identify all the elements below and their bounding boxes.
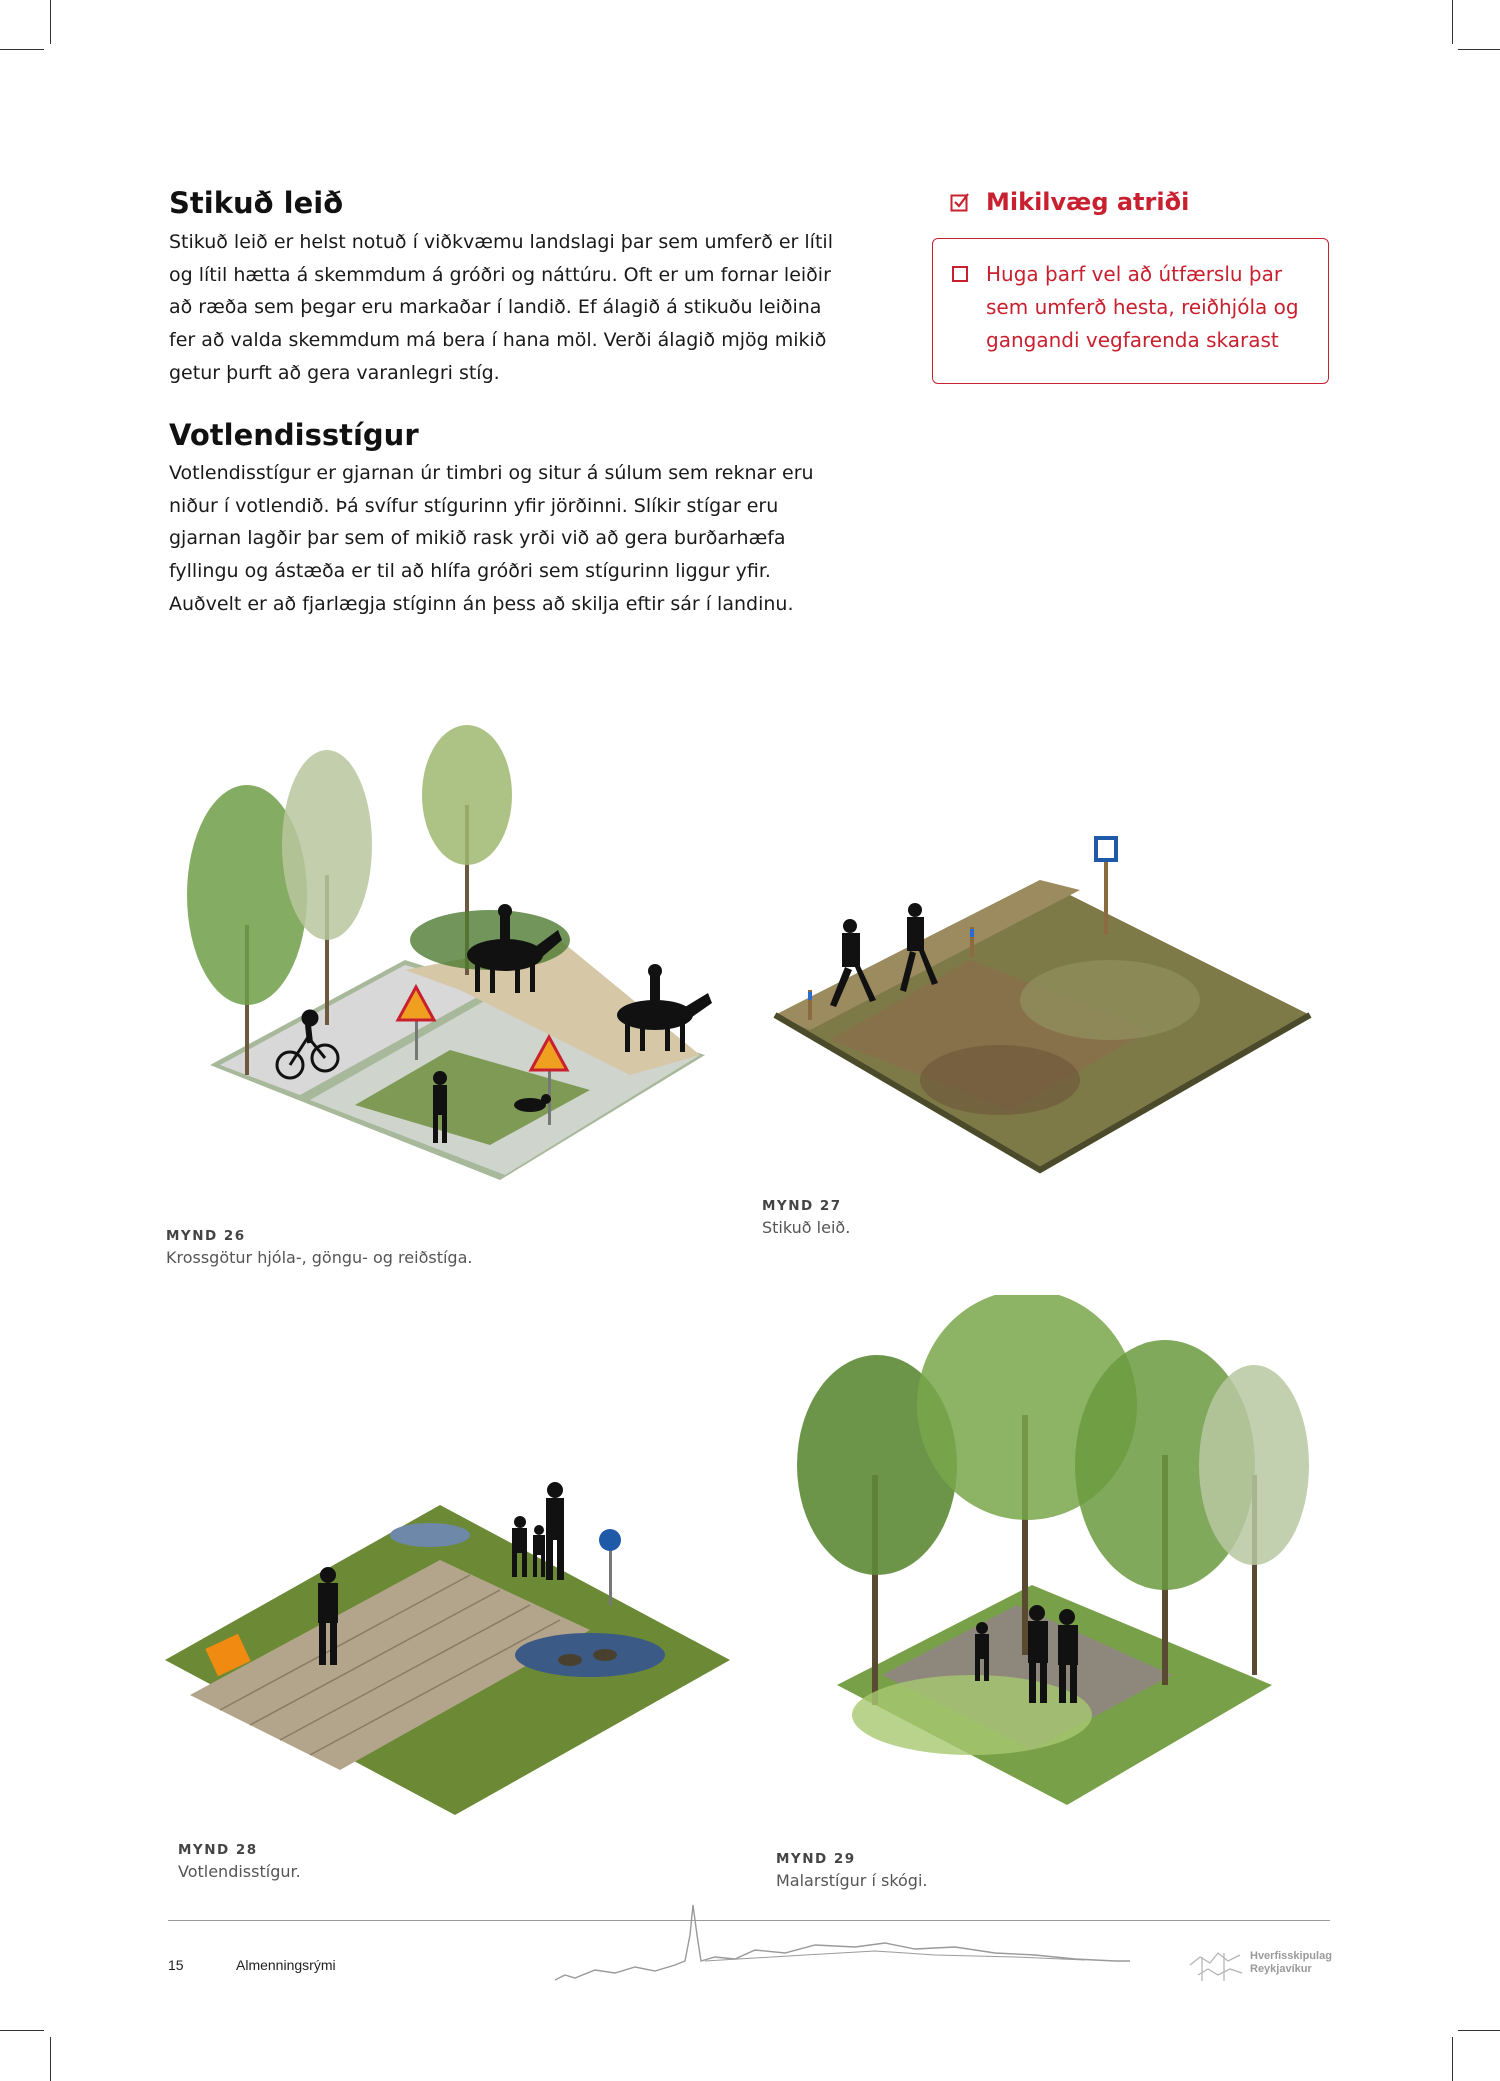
checkbox-icon: [952, 266, 968, 282]
checked-box-icon: [950, 192, 970, 212]
logo-line-2: Reykjavíkur: [1250, 1963, 1312, 1975]
section-heading-votlendisstigur: Votlendisstígur: [169, 418, 419, 452]
figure-29-illustration: [782, 1295, 1330, 1815]
figure-28-caption: Votlendisstígur.: [178, 1862, 301, 1881]
section-body-votlendisstigur: Votlendisstígur er gjarnan úr timbri og situr á súlum sem reknar eru niður í votlendið. Þá svífur stígurinn yfir jörðinni. Slíkir stígar eru gjarnan lagðir þar sem of mikið rask yrði við að gera burðarhæfa fyllingu og ástæða er til að hlífa gróðri sem stígurinn liggur yfir. Auðvelt er að fjarlægja stíginn án þess að skilja eftir sár í landinu.: [169, 462, 814, 615]
figure-29-caption: Malarstígur í skógi.: [776, 1871, 928, 1890]
key-point-text: Huga þarf vel að útfærslu þar sem umferð hesta, reiðhjóla og gangandi vegfarenda skarast: [986, 262, 1299, 352]
section-heading-stikud-leid: Stikuð leið: [169, 186, 344, 220]
footer-section-title: Almenningsrými: [236, 1957, 336, 1973]
logo-line-1: Hverfisskipulag: [1250, 1950, 1332, 1962]
key-points-title: [950, 188, 1189, 216]
skyline-icon: [555, 1895, 1130, 1985]
footer-logo-text: [1250, 1950, 1332, 1976]
key-point-item: [952, 258, 1322, 357]
key-points-title-text: Mikilvæg atriði: [986, 188, 1190, 216]
figure-27-illustration: [770, 830, 1320, 1180]
section-body-stikud-leid: Stikuð leið er helst notuð í viðkvæmu landslagi þar sem umferð er lítil og lítil hætta á skemmdum á gróðri og náttúru. Oft er um fornar leiðir að ræða sem þegar eru markaðar í landið. Ef álagið á stikuðu leiðina fer að valda skemmdum má bera í hana möl. Verði álagið mjög mikið getur þurft að gera varanlegri stíg.: [169, 231, 833, 384]
figure-26-illustration: [160, 725, 720, 1205]
figure-26-caption: Krossgötur hjóla-, göngu- og reiðstíga.: [166, 1248, 473, 1267]
hverfisskipulag-logo-icon: [1188, 1945, 1246, 1985]
figure-28-label: MYND 28: [178, 1842, 258, 1858]
tree-icon: [282, 750, 372, 1025]
tree-icon: [1199, 1365, 1309, 1675]
figure-29-label: MYND 29: [776, 1851, 856, 1867]
figure-26-label: MYND 26: [166, 1228, 246, 1244]
page-number: 15: [168, 1957, 184, 1973]
figure-27-caption: Stikuð leið.: [762, 1218, 851, 1237]
figure-28-illustration: [160, 1470, 735, 1830]
figure-27-label: MYND 27: [762, 1198, 842, 1214]
